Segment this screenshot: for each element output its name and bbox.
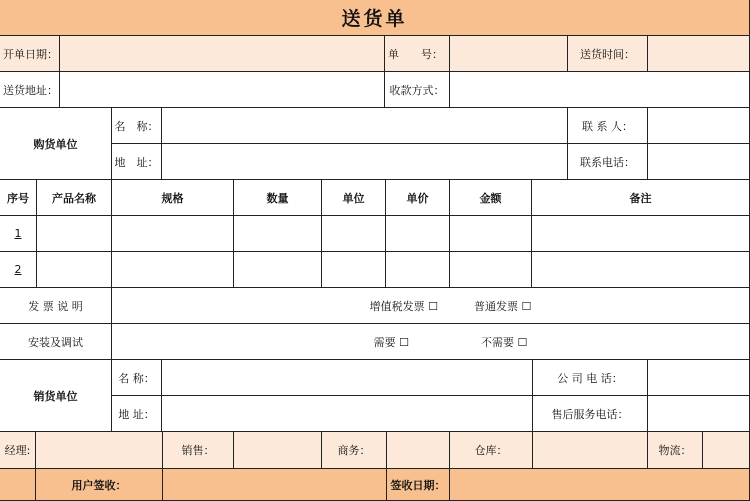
col-header-quantity: 数量 [234, 180, 322, 216]
manager-field[interactable] [36, 432, 163, 469]
buyer-contact-label: 联 系 人： [568, 108, 648, 144]
buyer-name-field[interactable] [162, 108, 568, 144]
invoice-label: 发 票 说 明 [0, 288, 112, 324]
date-field[interactable] [60, 36, 385, 72]
buyer-address-label: 地 址： [112, 144, 162, 180]
install-needed-checkbox[interactable]: 需要 ☐ [373, 335, 409, 349]
service-phone-label: 售后服务电话： [533, 396, 648, 432]
sign-date-label: 签收日期： [387, 469, 450, 501]
table-cell[interactable] [532, 252, 750, 288]
col-header-spec: 规格 [112, 180, 234, 216]
company-phone-label: 公 司 电 话： [533, 360, 648, 396]
time-field[interactable] [648, 36, 750, 72]
buyer-name-label: 名 称： [112, 108, 162, 144]
seller-label: 销货单位 [0, 360, 112, 432]
normal-invoice-checkbox[interactable]: 普通发票 ☐ [474, 299, 532, 313]
time-label: 送货时间： [568, 36, 648, 72]
table-cell[interactable] [322, 252, 386, 288]
company-phone-field[interactable] [648, 360, 750, 396]
buyer-phone-label: 联系电话： [568, 144, 648, 180]
warehouse-label: 仓库： [450, 432, 533, 469]
seller-name-label: 名 称： [112, 360, 162, 396]
buyer-address-field[interactable] [162, 144, 568, 180]
table-cell[interactable] [37, 216, 112, 252]
table-cell[interactable] [386, 216, 450, 252]
buyer-contact-field[interactable] [648, 108, 750, 144]
user-sign-field[interactable] [163, 469, 387, 501]
table-cell[interactable] [112, 252, 234, 288]
buyer-phone-field[interactable] [648, 144, 750, 180]
payment-field[interactable] [450, 72, 750, 108]
warehouse-field[interactable] [533, 432, 648, 469]
table-cell[interactable] [532, 216, 750, 252]
business-field[interactable] [387, 432, 450, 469]
sign-date-field[interactable] [450, 469, 750, 501]
install-label: 安装及调试 [0, 324, 112, 360]
manager-label: 经理: [0, 432, 36, 469]
payment-label: 收款方式： [385, 72, 450, 108]
number-label: 单 号： [385, 36, 450, 72]
service-phone-field[interactable] [648, 396, 750, 432]
col-header-index: 序号 [0, 180, 37, 216]
table-cell[interactable] [322, 216, 386, 252]
table-cell[interactable] [450, 216, 532, 252]
col-header-unit: 单位 [322, 180, 386, 216]
sales-label: 销售： [163, 432, 234, 469]
col-header-price: 单价 [386, 180, 450, 216]
number-field[interactable] [450, 36, 568, 72]
install-options [112, 324, 750, 360]
row-index: 1 [0, 216, 37, 252]
sign-spacer [0, 469, 36, 501]
date-label: 开单日期： [0, 36, 60, 72]
table-cell[interactable] [386, 252, 450, 288]
sales-field[interactable] [234, 432, 322, 469]
address-field[interactable] [60, 72, 385, 108]
seller-address-field[interactable] [162, 396, 533, 432]
seller-address-label: 地 址： [112, 396, 162, 432]
buyer-label: 购货单位 [0, 108, 112, 180]
col-header-amount: 金额 [450, 180, 532, 216]
seller-name-field[interactable] [162, 360, 533, 396]
logistics-label: 物流： [648, 432, 703, 469]
table-cell[interactable] [450, 252, 532, 288]
install-not-needed-checkbox[interactable]: 不需要 ☐ [481, 335, 528, 349]
page-title: 送货单 [0, 0, 750, 36]
vat-invoice-checkbox[interactable]: 增值税发票 ☐ [369, 299, 438, 313]
table-cell[interactable] [37, 252, 112, 288]
table-cell[interactable] [234, 216, 322, 252]
table-cell[interactable] [112, 216, 234, 252]
business-label: 商务： [322, 432, 387, 469]
invoice-options [112, 288, 750, 324]
address-label: 送货地址： [0, 72, 60, 108]
col-header-remark: 备注 [532, 180, 750, 216]
logistics-field[interactable] [703, 432, 750, 469]
row-index: 2 [0, 252, 37, 288]
user-sign-label: 用户签收： [36, 469, 163, 501]
table-cell[interactable] [234, 252, 322, 288]
col-header-product: 产品名称 [37, 180, 112, 216]
